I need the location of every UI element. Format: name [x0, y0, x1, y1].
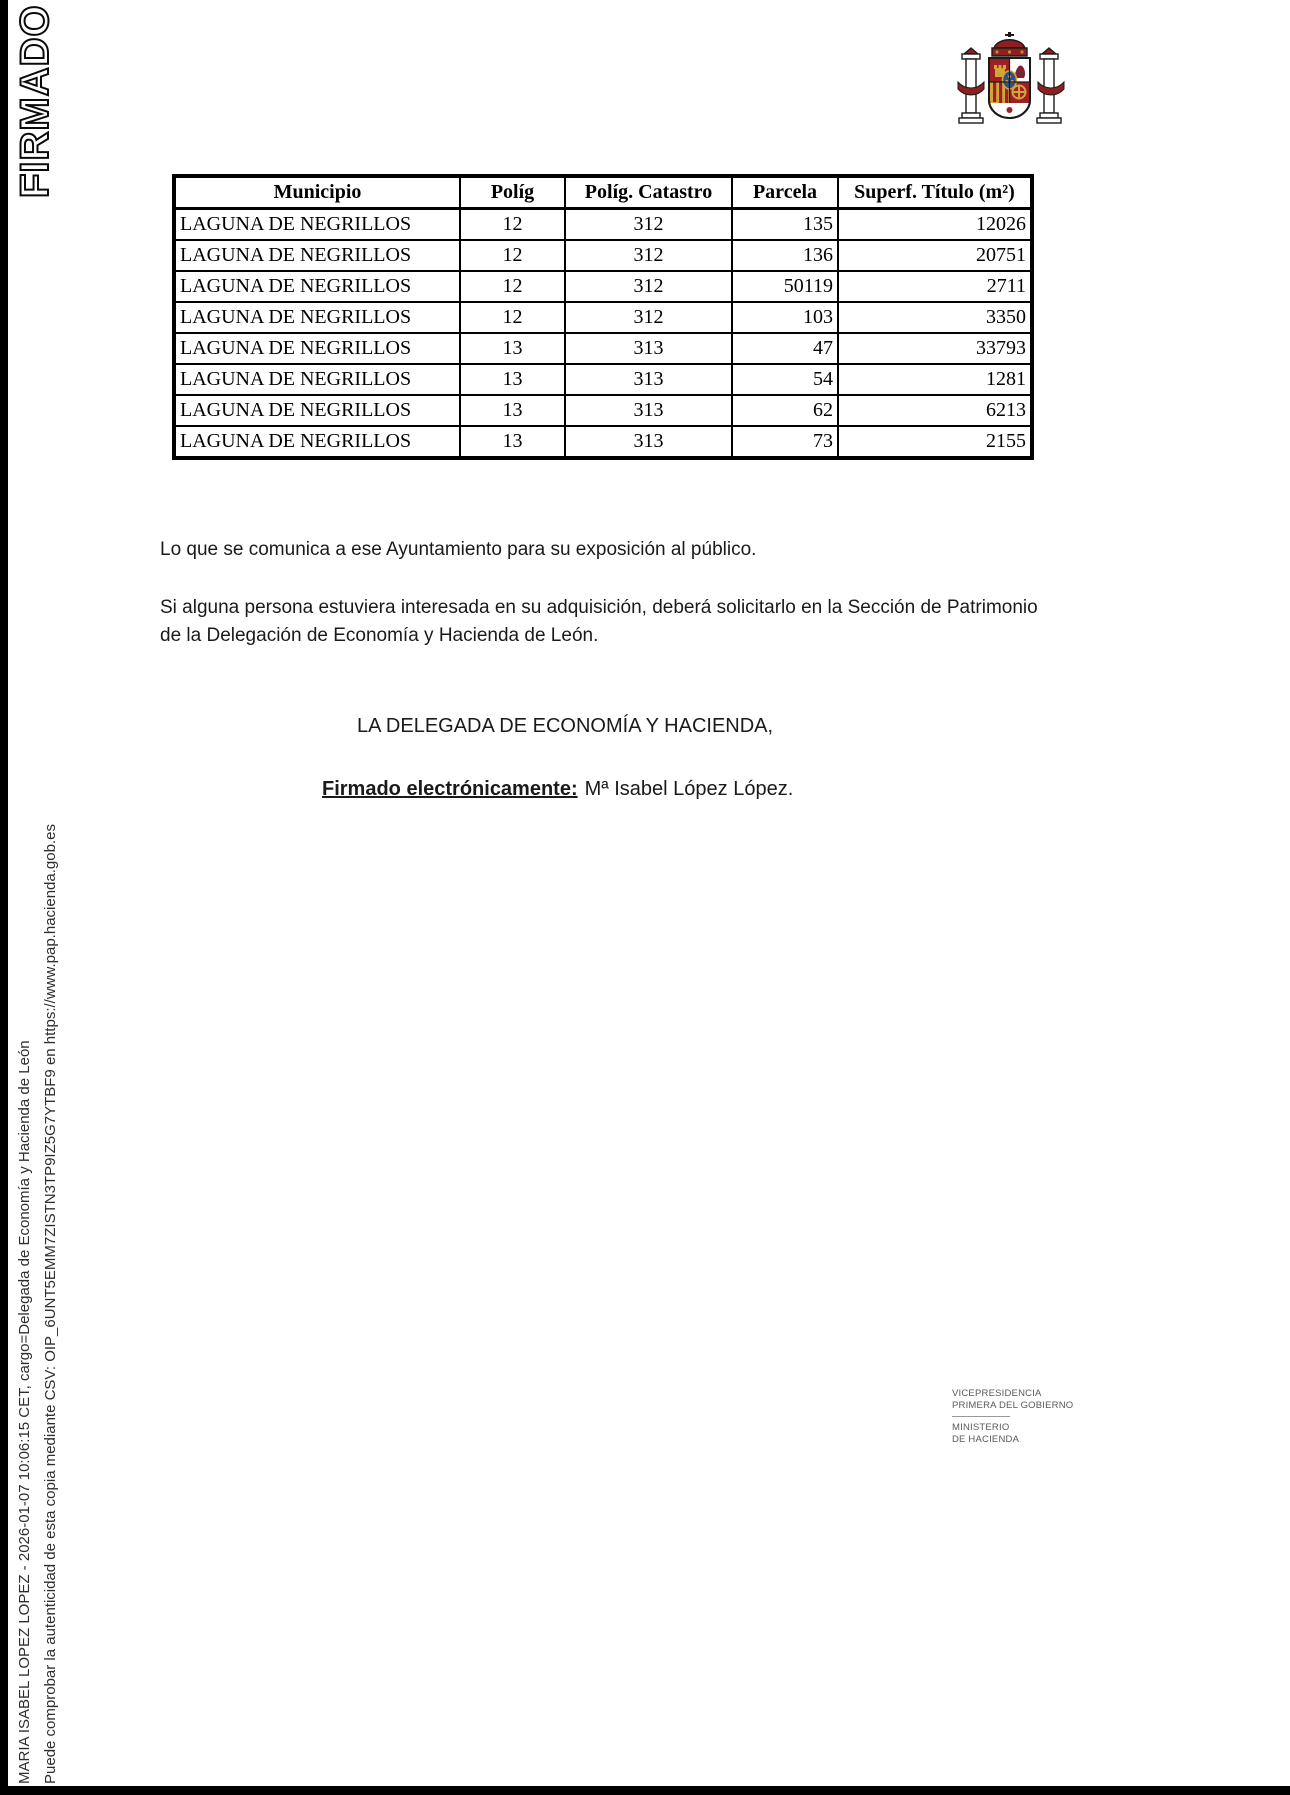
table-row	[174, 209, 1032, 241]
table-row	[174, 364, 1032, 395]
paragraph-acquisition	[160, 594, 1038, 650]
header-superf-titulo: Superf. Título (m²)	[838, 176, 1032, 209]
table-cell: 13	[460, 395, 565, 426]
header-row	[174, 176, 1032, 209]
table-cell: 1281	[838, 364, 1032, 395]
table-cell: LAGUNA DE NEGRILLOS	[174, 364, 460, 395]
spain-coat-of-arms-icon	[948, 30, 1074, 149]
table-cell: 2711	[838, 271, 1032, 302]
table-cell: 312	[565, 271, 732, 302]
ministerio-line2: DE HACIENDA	[952, 1433, 1020, 1445]
table-cell: LAGUNA DE NEGRILLOS	[174, 209, 460, 241]
paragraph-acquisition-line2: de la Delegación de Economía y Hacienda de León.	[160, 625, 599, 646]
table-cell: 54	[732, 364, 838, 395]
table-row	[174, 240, 1032, 271]
table-cell: LAGUNA DE NEGRILLOS	[174, 240, 460, 271]
table-cell: 312	[565, 302, 732, 333]
table-cell: 6213	[838, 395, 1032, 426]
table-cell: 13	[460, 426, 565, 458]
table-row	[174, 333, 1032, 364]
table-cell: 50119	[732, 271, 838, 302]
parcels-table-body	[174, 209, 1032, 459]
scan-edge-bottom-bar	[0, 1786, 1290, 1795]
ministerio-line1: MINISTERIO	[952, 1422, 1010, 1433]
header-polig: Políg	[460, 176, 565, 209]
signer-info-vertical-text: MARIA ISABEL LOPEZ LOPEZ - 2026-01-07 10:06:15 CET, cargo=Delegada de Economía y Hacienda de León	[16, 1040, 33, 1784]
table-cell: LAGUNA DE NEGRILLOS	[174, 426, 460, 458]
signature-heading: LA DELEGADA DE ECONOMÍA Y HACIENDA,	[357, 715, 774, 737]
table-cell: 312	[565, 209, 732, 241]
table-cell: LAGUNA DE NEGRILLOS	[174, 333, 460, 364]
vicepresidencia-line2: PRIMERA DEL GOBIERNO	[952, 1399, 1074, 1411]
table-cell: 313	[565, 395, 732, 426]
table-cell: 12	[460, 209, 565, 241]
paragraph-communication: Lo que se comunica a ese Ayuntamiento para su exposición al público.	[160, 539, 757, 560]
scan-edge-left-bar	[0, 0, 8, 1795]
table-cell: 135	[732, 209, 838, 241]
table-cell: 12	[460, 302, 565, 333]
ministry-footer-block	[952, 1388, 1073, 1445]
table-cell: 313	[565, 426, 732, 458]
table-cell: 12	[460, 271, 565, 302]
signer-name: Mª Isabel López López.	[584, 778, 794, 800]
header-municipio: Municipio	[174, 176, 460, 209]
table-row	[174, 426, 1032, 458]
table-cell: 313	[565, 364, 732, 395]
table-cell: LAGUNA DE NEGRILLOS	[174, 302, 460, 333]
table-cell: 47	[732, 333, 838, 364]
table-cell: 73	[732, 426, 838, 458]
table-row	[174, 271, 1032, 302]
table-row	[174, 302, 1032, 333]
table-row	[174, 395, 1032, 426]
table-cell: 13	[460, 333, 565, 364]
header-polig-catastro: Políg. Catastro	[565, 176, 732, 209]
header-parcela: Parcela	[732, 176, 838, 209]
table-cell: 20751	[838, 240, 1032, 271]
table-cell: LAGUNA DE NEGRILLOS	[174, 271, 460, 302]
table-cell: 3350	[838, 302, 1032, 333]
firmado-stamp: FIRMADO	[13, 4, 57, 198]
vicepresidencia-line1: VICEPRESIDENCIA	[952, 1388, 1042, 1399]
table-cell: 12026	[838, 209, 1032, 241]
paragraph-acquisition-line1: Si alguna persona estuviera interesada en su adquisición, deberá solicitarlo en la Sección de Patrimonio	[160, 597, 1038, 618]
table-cell: 13	[460, 364, 565, 395]
table-cell: 12	[460, 240, 565, 271]
table-cell: 312	[565, 240, 732, 271]
signature-line	[322, 778, 793, 801]
ministry-footer-divider	[952, 1416, 1010, 1417]
table-cell: 62	[732, 395, 838, 426]
table-cell: 103	[732, 302, 838, 333]
table-cell: 33793	[838, 333, 1032, 364]
signed-electronically-label: Firmado electrónicamente:	[322, 778, 578, 800]
table-cell: 136	[732, 240, 838, 271]
csv-verification-vertical-text: Puede comprobar la autenticidad de esta copia mediante CSV: OIP_6UNT5EMM7ZISTN3TP9IZ5G7YTBF9 en https://www.pap.hacienda.gob.es	[42, 824, 59, 1784]
parcels-table-header	[174, 176, 1032, 209]
table-cell: 2155	[838, 426, 1032, 458]
parcels-table	[172, 174, 1034, 460]
table-cell: LAGUNA DE NEGRILLOS	[174, 395, 460, 426]
table-cell: 313	[565, 333, 732, 364]
